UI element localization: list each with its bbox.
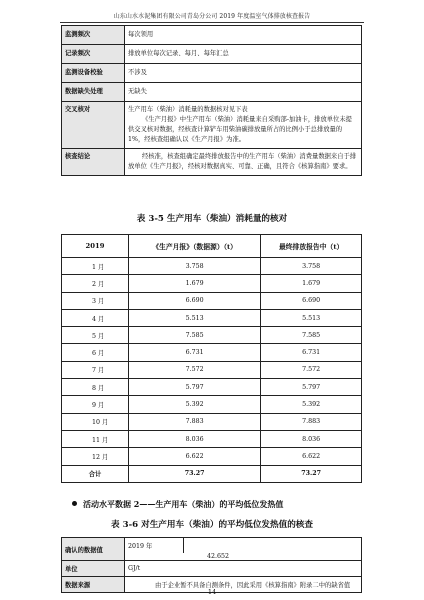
value-cell: 1.679: [129, 275, 261, 292]
table-row: [62, 361, 362, 378]
section-bullet: [72, 499, 283, 510]
table-row: [62, 344, 362, 361]
heating-value-table: [61, 537, 362, 593]
row-key: 确认的数据值: [62, 538, 125, 561]
value-cell: 7.883: [261, 413, 362, 430]
table-row: [62, 83, 362, 102]
value-cell: 6.731: [261, 344, 362, 361]
table-row: [62, 292, 362, 309]
row-value: 每次领用: [125, 26, 362, 45]
value-cell: 3.758: [129, 258, 261, 275]
total-value: 73.27: [261, 465, 362, 482]
month-cell: 4 月: [62, 309, 129, 326]
total-row: [62, 465, 362, 482]
table-row: [62, 396, 362, 413]
table-header-row: [62, 235, 362, 258]
row-value: GJ/t: [125, 561, 362, 577]
value-cell: 5.513: [129, 309, 261, 326]
table-row: [62, 379, 362, 396]
column-header: 2019: [62, 235, 129, 258]
row-value: [125, 149, 362, 176]
row-value: 无缺失: [125, 83, 362, 102]
row-key: 监测设备校验: [62, 64, 125, 83]
table-row: [62, 561, 362, 577]
column-header: 最终排放报告中（t）: [261, 235, 362, 258]
table-row: [62, 149, 362, 176]
value-cell: 7.572: [261, 361, 362, 378]
table-row: [62, 309, 362, 326]
table-row: [62, 102, 362, 149]
row-value: 由于企业暂不具备自测条件，因此采用《核算指南》附录二中的缺省值: [125, 577, 362, 593]
value-cell: 5.513: [261, 309, 362, 326]
value-cell: 5.392: [129, 396, 261, 413]
data-value: 42.652: [206, 553, 230, 560]
table-row: [62, 26, 362, 45]
month-cell: 1 月: [62, 258, 129, 275]
row-key: 数据来源: [62, 577, 125, 593]
table-row: [62, 258, 362, 275]
value-cell: 5.392: [261, 396, 362, 413]
month-cell: 11 月: [62, 430, 129, 447]
table-row: [62, 538, 362, 561]
page-header: 山东山水水泥集团有限公司青岛分公司 2019 年度温室气体排放核查报告: [60, 11, 364, 23]
row-key: 记录频次: [62, 45, 125, 64]
month-cell: 10 月: [62, 413, 129, 430]
month-cell: 8 月: [62, 379, 129, 396]
monthly-consumption-table: [61, 234, 362, 483]
row-value: 不涉及: [125, 64, 362, 83]
month-cell: 6 月: [62, 344, 129, 361]
value-cell: 6.731: [129, 344, 261, 361]
month-cell: 9 月: [62, 396, 129, 413]
month-cell: 12 月: [62, 448, 129, 465]
row-value: 排放单位每次记录、每月、每年汇总: [125, 45, 362, 64]
row-key: 核查结论: [62, 149, 125, 176]
value-cell: 8.036: [261, 430, 362, 447]
conclusion-paragraph: 经核准，核查组确定最终排放报告中的生产用车（柴油）消费量数据来自于排放单位《生产月报》，经核对数据真实、可靠、正确，且符合《核算指南》要求。: [128, 153, 357, 170]
table-row: [62, 327, 362, 344]
table-row: [62, 45, 362, 64]
page-number: 14: [207, 588, 217, 596]
column-header: 《生产月报》（数据源）（t）: [129, 235, 261, 258]
total-value: 73.27: [129, 465, 261, 482]
value-cell: 7.585: [129, 327, 261, 344]
row-key: 监测频次: [62, 26, 125, 45]
row-value: [125, 538, 362, 561]
table-row: [62, 275, 362, 292]
value-cell: 7.572: [129, 361, 261, 378]
total-label: 合计: [62, 465, 129, 482]
verification-detail-table: [61, 25, 362, 176]
row-key: 数据缺失处理: [62, 83, 125, 102]
month-cell: 2 月: [62, 275, 129, 292]
data-year: 2019 年: [128, 538, 184, 553]
bullet-icon: [72, 501, 77, 506]
row-key: 单位: [62, 561, 125, 577]
value-cell: 8.036: [129, 430, 261, 447]
row-value: [125, 102, 362, 149]
value-cell: 7.883: [129, 413, 261, 430]
table-row: [62, 64, 362, 83]
row-key: 交叉核对: [62, 102, 125, 149]
month-cell: 7 月: [62, 361, 129, 378]
value-cell: 6.690: [129, 292, 261, 309]
table-caption: 表 3-6 对生产用车（柴油）的平均低位发热值的核查: [111, 520, 313, 530]
value-cell: 7.585: [261, 327, 362, 344]
value-cell: 6.622: [261, 448, 362, 465]
cross-check-paragraph: 《生产月报》中生产用车（柴油）消耗量来自采购部-加油卡，排放单位未提供交叉核对数据，经核查计算铲车用柴油碳排放量所占的比例小于总排放量的 1%，经核查组确认以《生产月报》为准。: [128, 116, 352, 143]
month-cell: 5 月: [62, 327, 129, 344]
value-cell: 3.758: [261, 258, 362, 275]
section-bullet-text: 活动水平数据 2——生产用车（柴油）的平均低位发热值: [83, 499, 284, 509]
value-cell: 6.690: [261, 292, 362, 309]
table-row: [62, 448, 362, 465]
cross-check-line: 生产用车（柴油）消耗量的数据核对见下表: [128, 106, 248, 113]
table-caption: 表 3-5 生产用车（柴油）消耗量的核对: [136, 214, 288, 224]
table-row: [62, 430, 362, 447]
value-cell: 5.797: [261, 379, 362, 396]
table-row: [62, 413, 362, 430]
month-cell: 3 月: [62, 292, 129, 309]
value-cell: 6.622: [129, 448, 261, 465]
value-cell: 5.797: [129, 379, 261, 396]
value-cell: 1.679: [261, 275, 362, 292]
